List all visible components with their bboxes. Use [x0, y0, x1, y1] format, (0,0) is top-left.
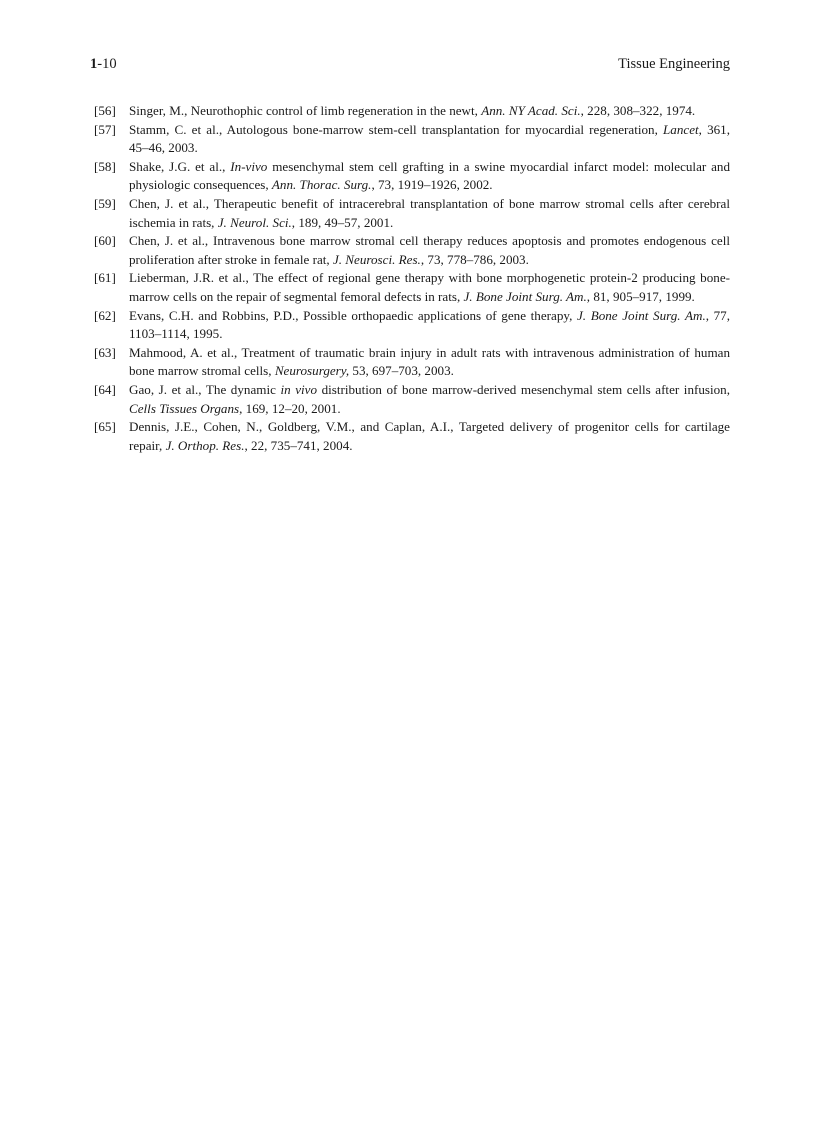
reference-number: [60]: [94, 233, 116, 249]
reference-item: [94, 121, 730, 158]
reference-text: , 73, 778–786, 2003.: [420, 251, 529, 267]
reference-text: Chen, J. et al., Intravenous bone marrow stromal cell therapy reduces apoptosis and promotes endogenous cell proliferation after stroke in female rat,: [129, 233, 730, 267]
reference-text: Chen, J. et al., Therapeutic benefit of intracerebral transplantation of bone marrow stromal cells after cerebral ischemia in rats,: [129, 195, 730, 230]
reference-italic-text: J. Neurol. Sci.: [217, 214, 292, 230]
reference-list: [94, 102, 730, 455]
reference-italic-text: Lancet: [663, 121, 699, 137]
reference-item: [94, 158, 730, 195]
reference-text: Lieberman, J.R. et al., The effect of regional gene therapy with bone morphogenetic protein-2 producing bone-marrow cells on the repair of segmental femoral defects in rats,: [129, 270, 730, 304]
reference-text: Mahmood, A. et al., Treatment of traumatic brain injury in adult rats with intravenous administration of human bone marrow stromal cells,: [129, 344, 730, 379]
reference-item: [94, 344, 730, 381]
reference-text: Dennis, J.E., Cohen, N., Goldberg, V.M., and Caplan, A.I., Targeted delivery of progenitor cells for cartilage repair,: [129, 419, 730, 453]
reference-item: [94, 232, 730, 269]
reference-item: [94, 418, 730, 455]
reference-number: [65]: [94, 419, 116, 435]
reference-italic-text: Cells Tissues Organs: [129, 400, 240, 416]
reference-number: [57]: [94, 121, 116, 137]
reference-italic-text: J. Bone Joint Surg. Am.: [576, 307, 706, 323]
reference-item: [94, 195, 730, 232]
reference-text: Stamm, C. et al., Autologous bone-marrow stem-cell transplantation for myocardial regeneration,: [129, 121, 664, 137]
reference-text: Evans, C.H. and Robbins, P.D., Possible orthopaedic applications of gene therapy,: [129, 307, 577, 323]
reference-text: , 73, 1919–1926, 2002.: [371, 177, 493, 193]
reference-number: [59]: [94, 195, 116, 211]
page-header: [90, 56, 730, 76]
reference-text: , 77, 1103–1114, 1995.: [129, 307, 730, 342]
reference-italic-text: J. Neurosci. Res.: [332, 251, 421, 267]
reference-text: , 169, 12–20, 2001.: [239, 400, 341, 416]
reference-text: , 189, 49–57, 2001.: [291, 214, 394, 230]
page-chapter-number: 1: [90, 56, 98, 72]
page-number-suffix: -10: [97, 56, 117, 72]
reference-number: [64]: [94, 381, 116, 397]
reference-text: distribution of bone marrow-derived mesenchymal stem cells after infusion,: [317, 381, 730, 397]
running-title: Tissue Engineering: [618, 56, 730, 72]
reference-text: , 361, 45–46, 2003.: [129, 121, 730, 156]
reference-italic-text: Ann. NY Acad. Sci.: [481, 103, 581, 118]
reference-italic-text: In-vivo: [230, 158, 268, 174]
reference-number: [58]: [94, 158, 116, 174]
reference-italic-text: Neurosurgery,: [274, 363, 350, 379]
reference-item: [94, 307, 730, 344]
reference-text: , 228, 308–322, 1974.: [580, 103, 696, 118]
reference-item: [94, 269, 730, 306]
reference-text: , 81, 905–917, 1999.: [586, 288, 695, 304]
reference-item: [94, 381, 730, 418]
reference-text: Gao, J. et al., The dynamic: [129, 381, 281, 397]
reference-number: [62]: [94, 307, 116, 323]
reference-item: [94, 102, 730, 121]
page-number: [90, 56, 117, 73]
reference-italic-text: J. Orthop. Res.: [165, 437, 245, 453]
reference-italic-text: in vivo: [280, 381, 318, 397]
reference-text: , 22, 735–741, 2004.: [244, 437, 353, 453]
reference-text: Shake, J.G. et al.,: [129, 158, 231, 174]
reference-text: 53, 697–703, 2003.: [349, 363, 454, 379]
reference-number: [56]: [94, 103, 116, 118]
reference-italic-text: Ann. Thorac. Surg.: [271, 177, 372, 193]
reference-italic-text: J. Bone Joint Surg. Am.: [463, 288, 587, 304]
reference-text: Singer, M., Neurothophic control of limb regeneration in the newt,: [129, 103, 482, 118]
reference-number: [63]: [94, 344, 116, 360]
reference-text: mesenchymal stem cell grafting in a swine myocardial infarct model: molecular and physiologic consequences,: [129, 158, 731, 193]
reference-number: [61]: [94, 270, 116, 286]
